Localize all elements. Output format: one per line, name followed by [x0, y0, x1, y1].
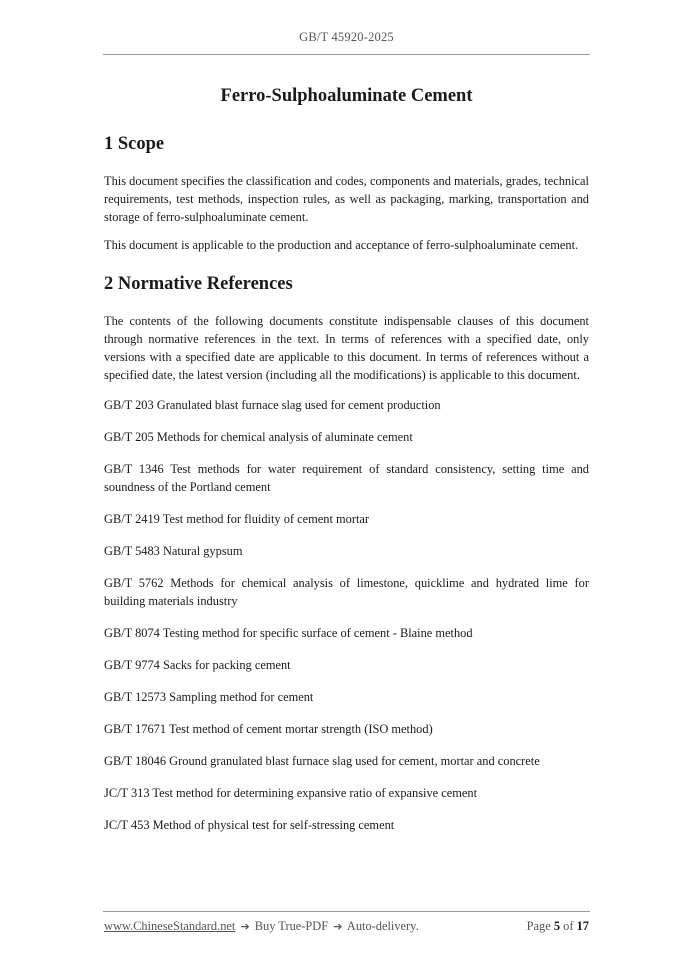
buy-true-pdf-text: Buy True-PDF — [254, 919, 329, 933]
reference-item: GB/T 12573 Sampling method for cement — [104, 690, 314, 704]
reference-item: JC/T 313 Test method for determining expansive ratio of expansive cement — [104, 786, 478, 800]
page-label: Page — [526, 919, 551, 933]
scope-paragraph: This document specifies the classification and codes, components and materials, grades, technical requirements, test methods, inspection rules, as well as packaging, marking, transportation and storage of ferro-sulphoaluminate cement. — [104, 174, 589, 224]
reference-item: GB/T 203 Granulated blast furnace slag used for cement production — [104, 398, 441, 412]
footer-promo — [104, 919, 419, 934]
arrow-right-icon: ➔ — [333, 920, 343, 933]
page-current: 5 — [553, 919, 561, 933]
reference-item: GB/T 8074 Testing method for specific surface of cement - Blaine method — [104, 626, 473, 640]
header-divider — [103, 54, 590, 55]
reference-item: GB/T 9774 Sacks for packing cement — [104, 658, 291, 672]
reference-item: GB/T 5483 Natural gypsum — [104, 544, 243, 558]
chinesestandard-link[interactable]: www.ChineseStandard.net — [104, 919, 236, 933]
reference-item: JC/T 453 Method of physical test for self-stressing cement — [104, 818, 395, 832]
reference-item: GB/T 18046 Ground granulated blast furnace slag used for cement, mortar and concrete — [104, 754, 540, 768]
reference-item: GB/T 17671 Test method of cement mortar strength (ISO method) — [104, 722, 433, 736]
running-header: GB/T 45920-2025 — [299, 30, 394, 44]
section-heading-scope: 1 Scope — [104, 134, 165, 154]
reference-list — [104, 396, 589, 834]
auto-delivery-text: Auto-delivery. — [346, 919, 419, 933]
section-heading-normative-references: 2 Normative References — [104, 274, 293, 294]
reference-item: GB/T 5762 Methods for chemical analysis of limestone, quicklime and hydrated lime for building materials industry — [104, 576, 589, 608]
reference-item: GB/T 1346 Test methods for water requirement of standard consistency, setting time and soundness of the Portland cement — [104, 462, 589, 494]
page-of-label: of — [563, 919, 574, 933]
normative-references-intro: The contents of the following documents constitute indispensable clauses of this document through normative references in the text. In terms of references with a specified date, only versions with a specified date are applicable to this document. In terms of references without a specified date, the latest version (including all the modifications) is applicable to this document. — [104, 314, 589, 382]
scope-paragraph: This document is applicable to the production and acceptance of ferro-sulphoaluminate cement. — [104, 238, 579, 252]
document-title: Ferro-Sulphoaluminate Cement — [220, 86, 473, 106]
page-number — [527, 919, 589, 934]
reference-item: GB/T 205 Methods for chemical analysis of aluminate cement — [104, 430, 413, 444]
reference-item: GB/T 2419 Test method for fluidity of cement mortar — [104, 512, 370, 526]
footer-divider — [103, 911, 590, 912]
page-content — [104, 85, 589, 848]
arrow-right-icon: ➔ — [240, 920, 250, 933]
page-footer — [104, 919, 589, 934]
page-total: 17 — [576, 919, 589, 933]
